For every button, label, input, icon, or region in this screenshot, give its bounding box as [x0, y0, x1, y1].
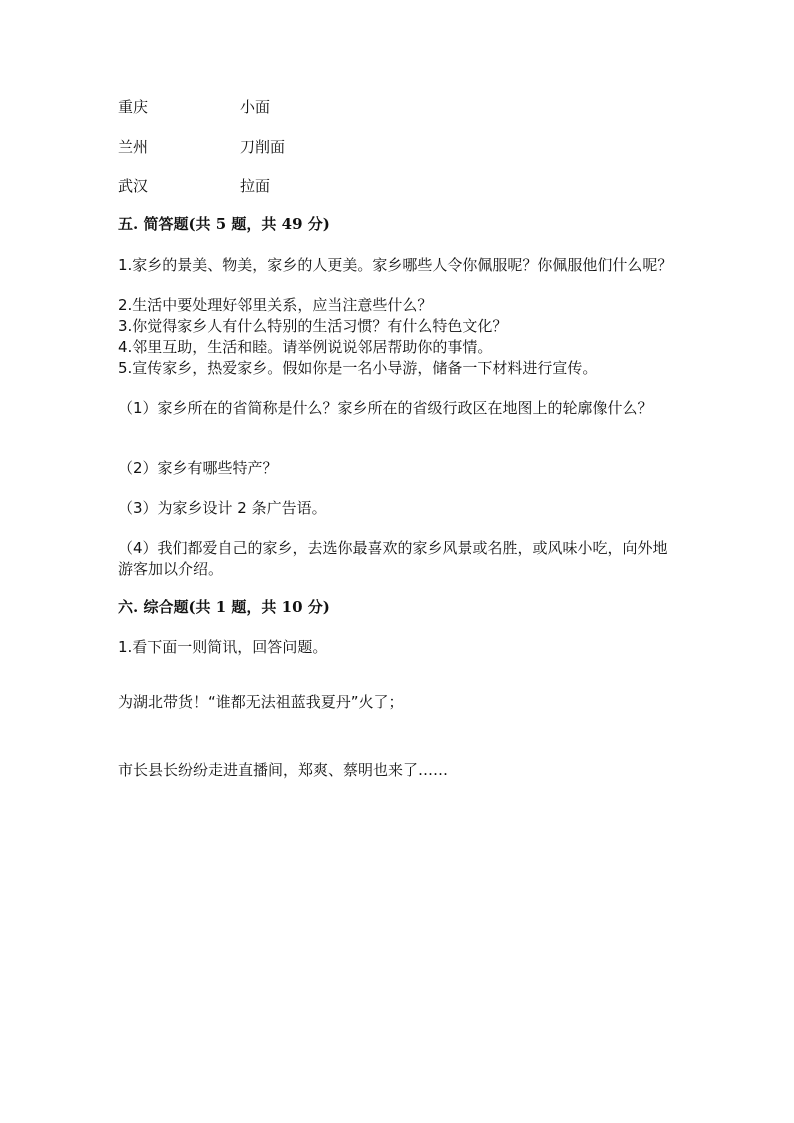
question-3: 3.你觉得家乡人有什么特别的生活习惯？有什么特色文化？: [118, 317, 508, 335]
sub-question-2: （2）家乡有哪些特产？: [118, 459, 278, 477]
match-city-2: 兰州: [118, 138, 149, 156]
section-5-title: 五. 简答题(共 5 题，共 49 分): [118, 215, 330, 233]
question-5: 5.宣传家乡，热爱家乡。假如你是一名小导游，储备一下材料进行宣传。: [118, 359, 598, 377]
sub-question-1: （1）家乡所在的省简称是什么？家乡所在的省级行政区在地图上的轮廓像什么？: [118, 399, 653, 417]
section-6-question: 1.看下面一则简讯，回答问题。: [118, 638, 328, 656]
sub-question-3: （3）为家乡设计 2 条广告语。: [118, 499, 327, 517]
match-city-1: 重庆: [118, 98, 149, 116]
section-6-title: 六. 综合题(共 1 题，共 10 分): [118, 598, 330, 616]
question-1: 1.家乡的景美、物美，家乡的人更美。家乡哪些人令你佩服呢？你佩服他们什么呢？: [118, 256, 673, 274]
news-line-2: 市长县长纷纷走进直播间，郑爽、蔡明也来了……: [118, 761, 449, 779]
question-2: 2.生活中要处理好邻里关系，应当注意些什么？: [118, 296, 433, 314]
news-line-1: 为湖北带货！“谁都无法祖蓝我夏丹”火了；: [118, 693, 404, 711]
match-food-1: 小面: [240, 98, 271, 116]
sub-question-4: （4）我们都爱自己的家乡，去选你最喜欢的家乡风景或名胜，或风味小吃，向外地游客加以介绍。: [118, 539, 668, 578]
match-food-2: 刀削面: [240, 138, 286, 156]
match-city-3: 武汉: [118, 177, 149, 195]
match-food-3: 拉面: [240, 177, 271, 195]
question-4: 4.邻里互助，生活和睦。请举例说说邻居帮助你的事情。: [118, 338, 493, 356]
